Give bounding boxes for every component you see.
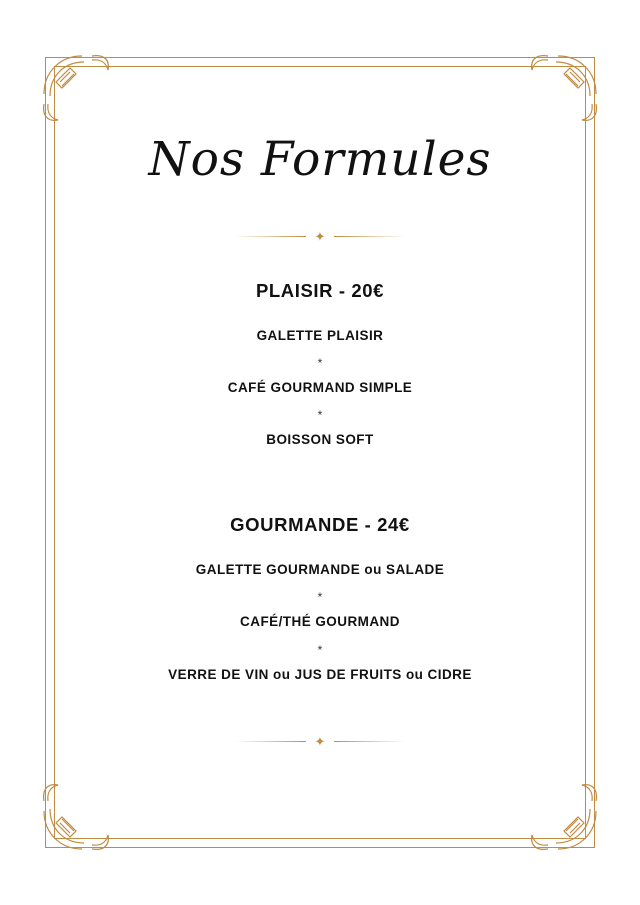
divider-top <box>235 230 405 244</box>
page-title: Nos Formules <box>148 132 492 187</box>
item-separator: * <box>317 355 323 370</box>
divider-line-left <box>235 741 306 742</box>
menu-content <box>70 96 570 809</box>
formula-item: CAFÉ GOURMAND SIMPLE <box>227 379 413 395</box>
formula-title: PLAISIR - 20€ <box>255 279 385 301</box>
formula-item: GALETTE PLAISIR <box>256 327 384 343</box>
formula-item: BOISSON SOFT <box>266 432 374 448</box>
item-separator: * <box>317 590 323 605</box>
formula-title: GOURMANDE - 24€ <box>230 514 410 536</box>
item-separator: * <box>317 642 323 657</box>
item-separator: * <box>317 408 323 423</box>
formula-item: GALETTE GOURMANDE ou SALADE <box>195 562 445 578</box>
formula-item: CAFÉ/THÉ GOURMAND <box>240 614 400 630</box>
formula-block-gourmande <box>70 514 570 683</box>
divider-line-right <box>334 236 405 237</box>
diamond-ornament-icon: ✦ <box>314 734 326 750</box>
diamond-ornament-icon: ✦ <box>314 229 326 245</box>
divider-line-right <box>334 741 405 742</box>
divider-line-left <box>235 236 306 237</box>
divider-bottom <box>235 735 405 749</box>
formula-item: VERRE DE VIN ou JUS DE FRUITS ou CIDRE <box>168 666 472 682</box>
formula-block-plaisir <box>70 280 570 449</box>
